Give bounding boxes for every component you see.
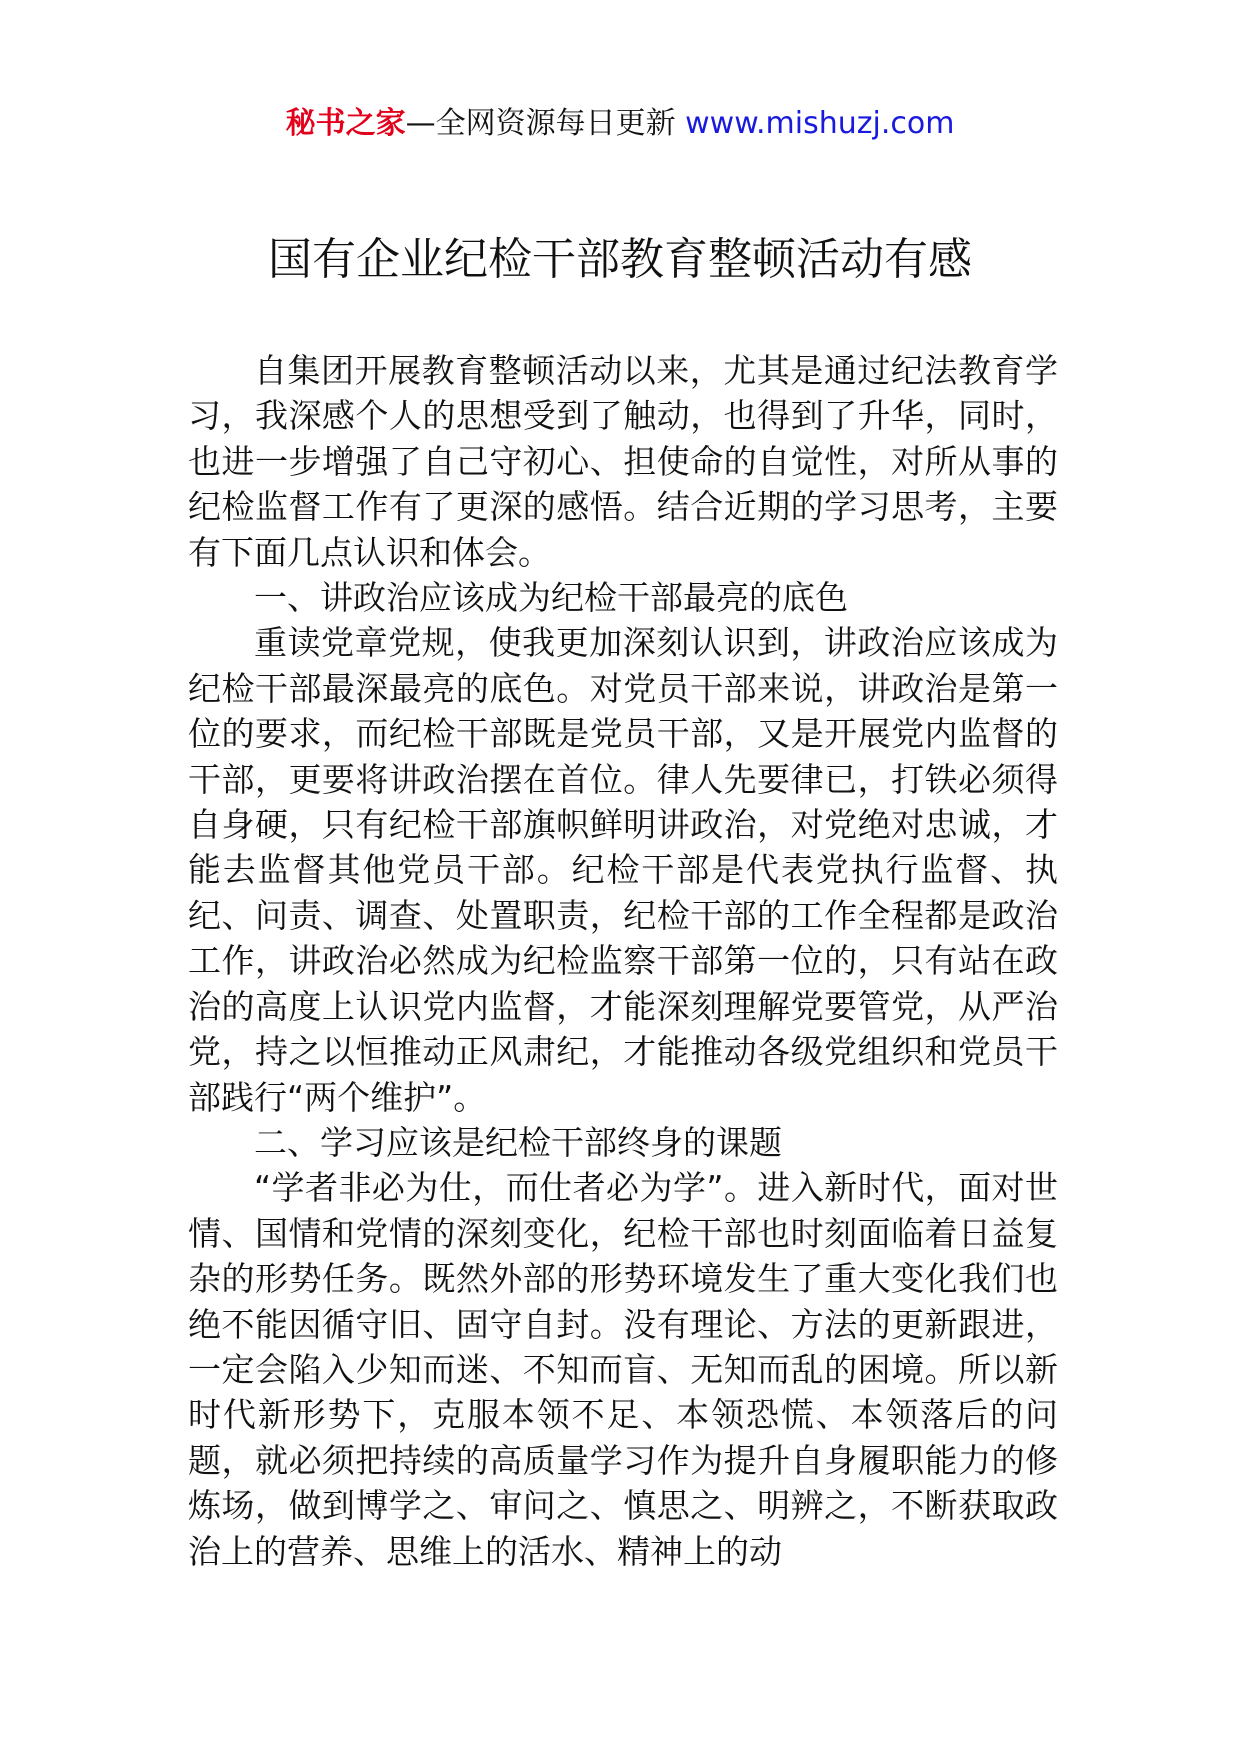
paragraph-section-2: “学者非必为仕，而仕者必为学”。进入新时代，面对世情、国情和党情的深刻变化，纪检干部也时刻面临着日益复杂的形势任务。既然外部的形势环境发生了重大变化我们也绝不能因循守旧、固守自封。没有理论、方法的更新跟进，一定会陷入少知而迷、不知而盲、无知而乱的困境。所以新时代新形势下，克服本领不足、本领恐慌、本领落后的问题，就必须把持续的高质量学习作为提升自身履职能力的修炼场，做到博学之、审问之、慎思之、明辨之，不断获取政治上的营养、思维上的活水、精神上的动 xyxy=(188,1168,1058,1571)
paragraph-intro: 自集团开展教育整顿活动以来，尤其是通过纪法教育学习，我深感个人的思想受到了触动，也得到了升华，同时，也进一步增强了自己守初心、担使命的自觉性，对所从事的纪检监督工作有了更深的感悟。结合近期的学习思考，主要有下面几点认识和体会。 xyxy=(188,351,1058,572)
section-heading-1: 一、讲政治应该成为纪检干部最亮的底色 xyxy=(254,578,848,618)
document-body xyxy=(188,348,1058,1574)
site-header xyxy=(0,102,1240,146)
site-url[interactable]: www.mishuzj.com xyxy=(685,106,955,141)
paragraph-section-1: 重读党章党规，使我更加深刻认识到，讲政治应该成为纪检干部最深最亮的底色。对党员干部来说，讲政治是第一位的要求，而纪检干部既是党员干部，又是开展党内监督的干部，更要将讲政治摆在首位。律人先要律已，打铁必须得自身硬，只有纪检干部旗帜鲜明讲政治，对党绝对忠诚，才能去监督其他党员干部。纪检干部是代表党执行监督、执纪、问责、调查、处置职责，纪检干部的工作全程都是政治工作，讲政治必然成为纪检监察干部第一位的，只有站在政治的高度上认识党内监督，才能深刻理解党要管党，从严治党，持之以恒推动正风肃纪，才能推动各级党组织和党员干部践行“两个维护”。 xyxy=(188,623,1058,1117)
site-brand: 秘书之家 xyxy=(285,106,406,141)
document-title: 国有企业纪检干部教育整顿活动有感 xyxy=(268,234,972,285)
site-tagline: —全网资源每日更新 xyxy=(405,106,676,141)
section-heading-2: 二、学习应该是纪检干部终身的课题 xyxy=(254,1122,782,1162)
